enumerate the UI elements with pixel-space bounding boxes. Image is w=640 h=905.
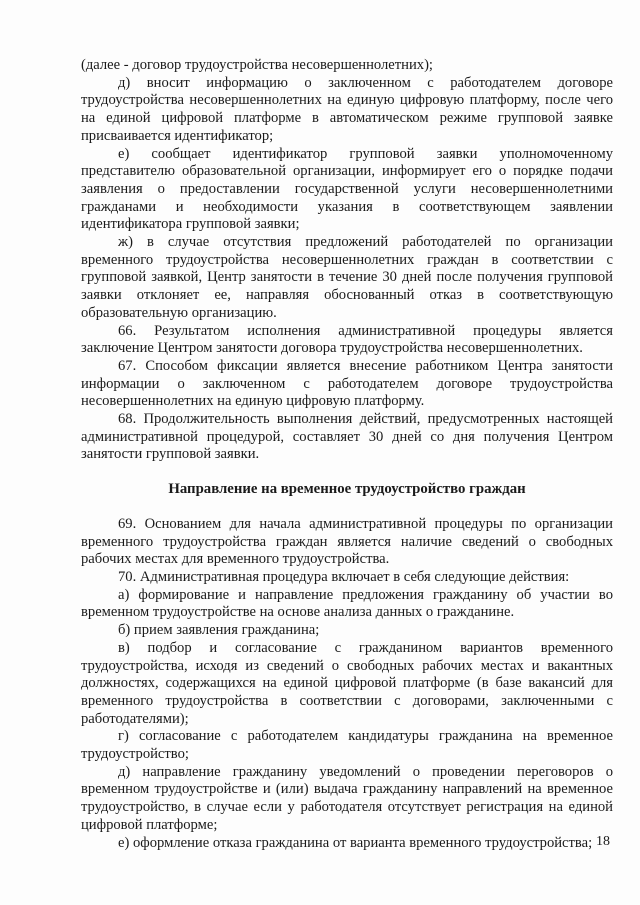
paragraph-66: 66. Результатом исполнения административной процедуры является заключение Центром занятости договора трудоустройства несовершеннолетних. (81, 322, 613, 357)
paragraph-70: 70. Административная процедура включает в себя следующие действия: (118, 568, 570, 585)
page-number: 18 (596, 834, 610, 849)
paragraph-item-e2: е) оформление отказа гражданина от варианта временного трудоустройства; (118, 834, 593, 851)
paragraph-continuation: (далее - договор трудоустройства несовершеннолетних); (81, 57, 433, 73)
section-heading: Направление на временное трудоустройство граждан (168, 481, 526, 498)
paragraph-item-zh: ж) в случае отсутствия предложений работодателей по организации временного трудоустройства несовершеннолетних граждан в соответствии с групповой заявкой, Центр занятости в течение 30 дней после получения групповой заявки отклоняет ее, направляя обоснованный отказ в соответствующую образовательную организацию. (81, 234, 613, 321)
paragraph-item-d: д) вносит информацию о заключенном с работодателем договоре трудоустройства несовершеннолетних на единую цифровую платформу, после чего на единой цифровой платформе в автоматическом режиме групповой заявке присваивается идентификатор; (81, 74, 613, 144)
paragraph-item-b: б) прием заявления гражданина; (118, 622, 320, 639)
document-body (81, 57, 613, 852)
paragraph-item-g: г) согласование с работодателем кандидатуры гражданина на временное трудоустройство; (81, 728, 613, 763)
paragraph-item-v: в) подбор и согласование с гражданином вариантов временного трудоустройства, исходя из сведений о свободных рабочих местах и вакантных должностях, содержащихся на единой цифровой платформе (в базе вакансий для временного трудоустройства в соответствии с договорами, заключенными с работодателями); (81, 639, 613, 727)
paragraph-item-e: е) сообщает идентификатор групповой заявки уполномоченному представителю образовательной организации, информирует его о порядке подачи заявления о предоставлении государственной услуги несовершеннолетними гражданами и необходимости указания в соответствующем заявлении идентификатора групповой заявки; (81, 145, 613, 233)
paragraph-item-a: а) формирование и направление предложения гражданину об участии во временном трудоустройстве на основе анализа данных о гражданине. (81, 586, 613, 621)
paragraph-69: 69. Основанием для начала административной процедуры по организации временного трудоустройства граждан является наличие сведений о свободных рабочих местах для временного трудоустройства. (81, 515, 613, 568)
paragraph-item-d2: д) направление гражданину уведомлений о проведении переговоров о временном трудоустройстве и (или) выдача гражданину направлений на временное трудоустройство, в случае если у работодателя отсутствует регистрация на единой цифровой платформе; (81, 763, 613, 833)
paragraph-67: 67. Способом фиксации является внесение работником Центра занятости информации о заключенном с работодателем договоре трудоустройства несовершеннолетних на единую цифровую платформу. (81, 357, 613, 410)
paragraph-68: 68. Продолжительность выполнения действий, предусмотренных настоящей административной процедурой, составляет 30 дней со дня получения Центром занятости групповой заявки. (81, 411, 613, 463)
